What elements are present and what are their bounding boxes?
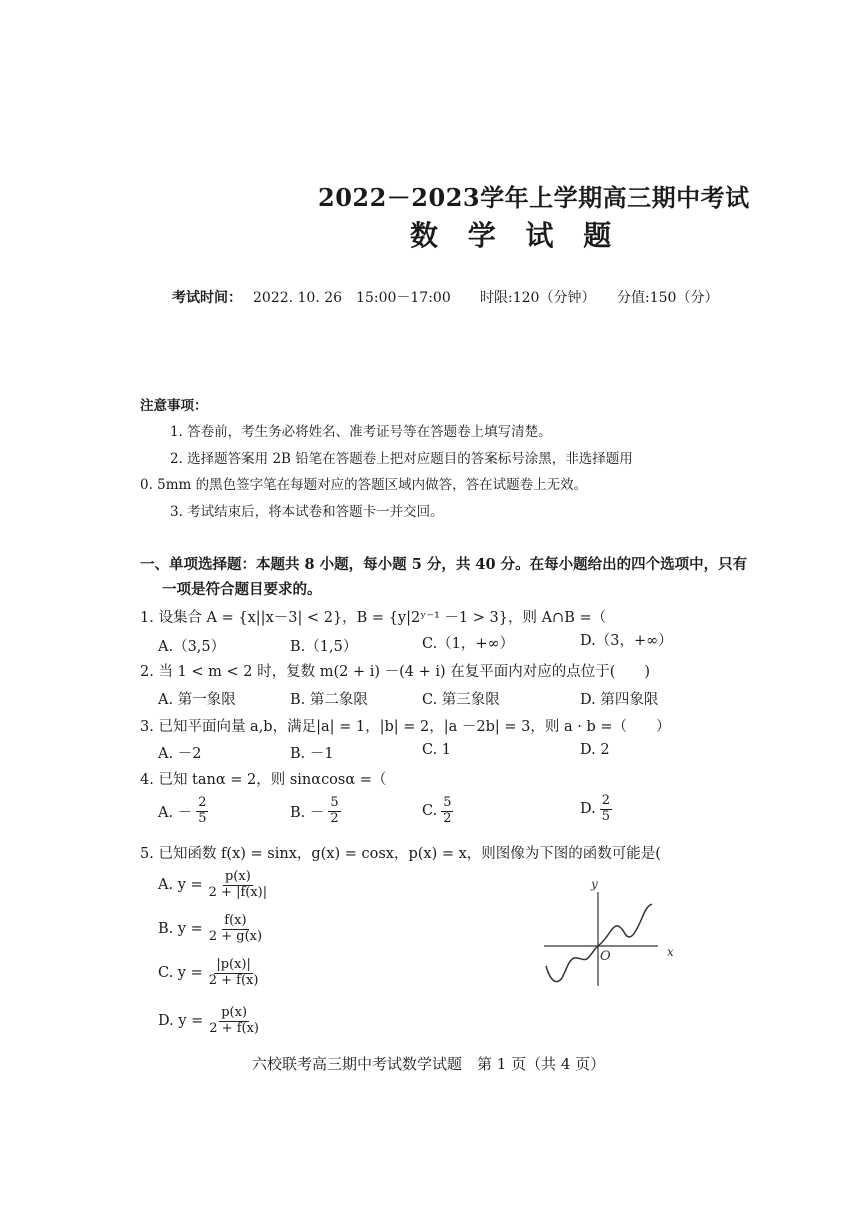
q5-option-c (158, 958, 260, 989)
q5-option-a-label: A. y = (158, 877, 203, 894)
q4-option-a (158, 796, 208, 827)
fraction-denominator: 2 (443, 810, 452, 826)
q4-option-b-fraction (328, 796, 340, 827)
section-heading: 一、单项选择题：本题共 8 小题，每小题 5 分，共 40 分。在每小题给出的四个选项中，只有 (140, 556, 748, 573)
q5-option-b-fraction (207, 914, 264, 945)
exam-time-label: 考试时间： (172, 290, 242, 306)
question-5-stem: 5. 已知函数 f(x) = sinx，g(x) = cosx，p(x) = x，则图像为下图的函数可能是( (140, 846, 661, 862)
fraction-numerator: 2 (198, 795, 207, 810)
exam-score: 分值:150（分） (617, 290, 719, 306)
q1-option-a: A.（3,5） (158, 639, 226, 655)
fraction-numerator: p(x) (221, 1005, 248, 1020)
page-footer: 六校联考高三期中考试数学试题 第 1 页（共 4 页） (252, 1055, 606, 1073)
fraction-numerator: 2 (601, 793, 610, 808)
notice-item-1: 1. 答卷前，考生务必将姓名、准考证号等在答题卷上填写清楚。 (170, 424, 552, 440)
q4-option-a-fraction (196, 796, 208, 827)
fraction-numerator: 5 (330, 795, 339, 810)
q5-option-d (158, 1006, 261, 1037)
exam-title: 2022－2023学年上学期高三期中考试 (318, 183, 750, 212)
section-heading-cont: 一项是符合题目要求的。 (162, 581, 322, 598)
origin-label: O (600, 949, 611, 964)
fraction-denominator: 2 (330, 810, 339, 826)
q2-option-a: A. 第一象限 (158, 692, 236, 708)
q4-option-b (290, 796, 341, 827)
notice-item-2b: 0. 5mm 的黑色签字笔在每题对应的答题区域内做答，答在试题卷上无效。 (140, 477, 588, 493)
exam-subject: 数 学 试 题 (410, 219, 622, 252)
fraction-denominator: 2 + |f(x)| (208, 884, 268, 900)
q2-option-b: B. 第二象限 (290, 692, 368, 708)
question-3-stem: 3. 已知平面向量 a,b，满足|a| = 1，|b| = 2，|a －2b| = 3，则 a · b =（ ） (140, 719, 671, 735)
q5-option-b-label: B. y = (158, 921, 203, 938)
q5-option-a-fraction (207, 870, 269, 901)
fraction-denominator: 2 + g(x) (208, 928, 263, 944)
q3-option-a: A. －2 (158, 746, 202, 762)
exam-time-value: 2022. 10. 26 15:00－17:00 (253, 290, 451, 306)
q4-option-a-label: A. － (158, 804, 193, 821)
q1-option-d: D.（3，+∞） (580, 633, 673, 649)
q5-option-c-fraction (207, 958, 261, 989)
exam-duration: 时限:120（分钟） (480, 290, 596, 306)
q4-option-d-label: D. (580, 801, 596, 818)
function-graph (540, 874, 690, 994)
notice-heading: 注意事项： (140, 398, 208, 414)
q4-option-c (422, 796, 453, 827)
q4-option-d-fraction (600, 794, 612, 825)
q4-option-d (580, 794, 612, 825)
q5-option-d-fraction (207, 1006, 261, 1037)
question-1-stem: 1. 设集合 A = {x||x－3| < 2}，B = {y|2ʸ⁻¹ －1 > 3}，则 A∩B =（ (140, 610, 607, 626)
q2-option-d: D. 第四象限 (580, 692, 659, 708)
q4-option-c-label: C. (422, 803, 438, 820)
q3-option-c: C. 1 (422, 742, 452, 758)
q4-option-c-fraction (441, 796, 453, 827)
fraction-numerator: p(x) (224, 869, 251, 884)
fraction-denominator: 2 + f(x) (209, 1020, 259, 1036)
q3-option-b: B. －1 (290, 746, 334, 762)
q4-option-b-label: B. － (290, 804, 325, 821)
q1-option-c: C.（1，+∞） (422, 636, 515, 652)
fraction-denominator: 2 + f(x) (208, 972, 259, 988)
fraction-denominator: 5 (198, 810, 207, 826)
function-curve (546, 904, 652, 982)
x-axis-label: x (667, 945, 674, 959)
fraction-numerator: f(x) (224, 913, 247, 928)
fraction-numerator: 5 (443, 795, 452, 810)
q3-option-d: D. 2 (580, 742, 610, 758)
q5-option-b (158, 914, 264, 945)
y-axis-label: y (591, 877, 598, 891)
fraction-denominator: 5 (601, 808, 610, 824)
q1-option-b: B.（1,5） (290, 639, 358, 655)
notice-item-2a: 2. 选择题答案用 2B 铅笔在答题卷上把对应题目的答案标号涂黑，非选择题用 (170, 451, 633, 467)
fraction-numerator: |p(x)| (216, 957, 251, 972)
q5-option-c-label: C. y = (158, 965, 203, 982)
q5-option-d-label: D. y = (158, 1013, 204, 1030)
q5-option-a (158, 870, 269, 901)
question-4-stem: 4. 已知 tanα = 2，则 sinαcosα =（ (140, 772, 387, 788)
q2-option-c: C. 第三象限 (422, 692, 500, 708)
question-2-stem: 2. 当 1 < m < 2 时，复数 m(2 + i) －(4 + i) 在复平面内对应的点位于( ) (140, 664, 651, 680)
notice-item-3: 3. 考试结束后，将本试卷和答题卡一并交回。 (170, 504, 444, 520)
